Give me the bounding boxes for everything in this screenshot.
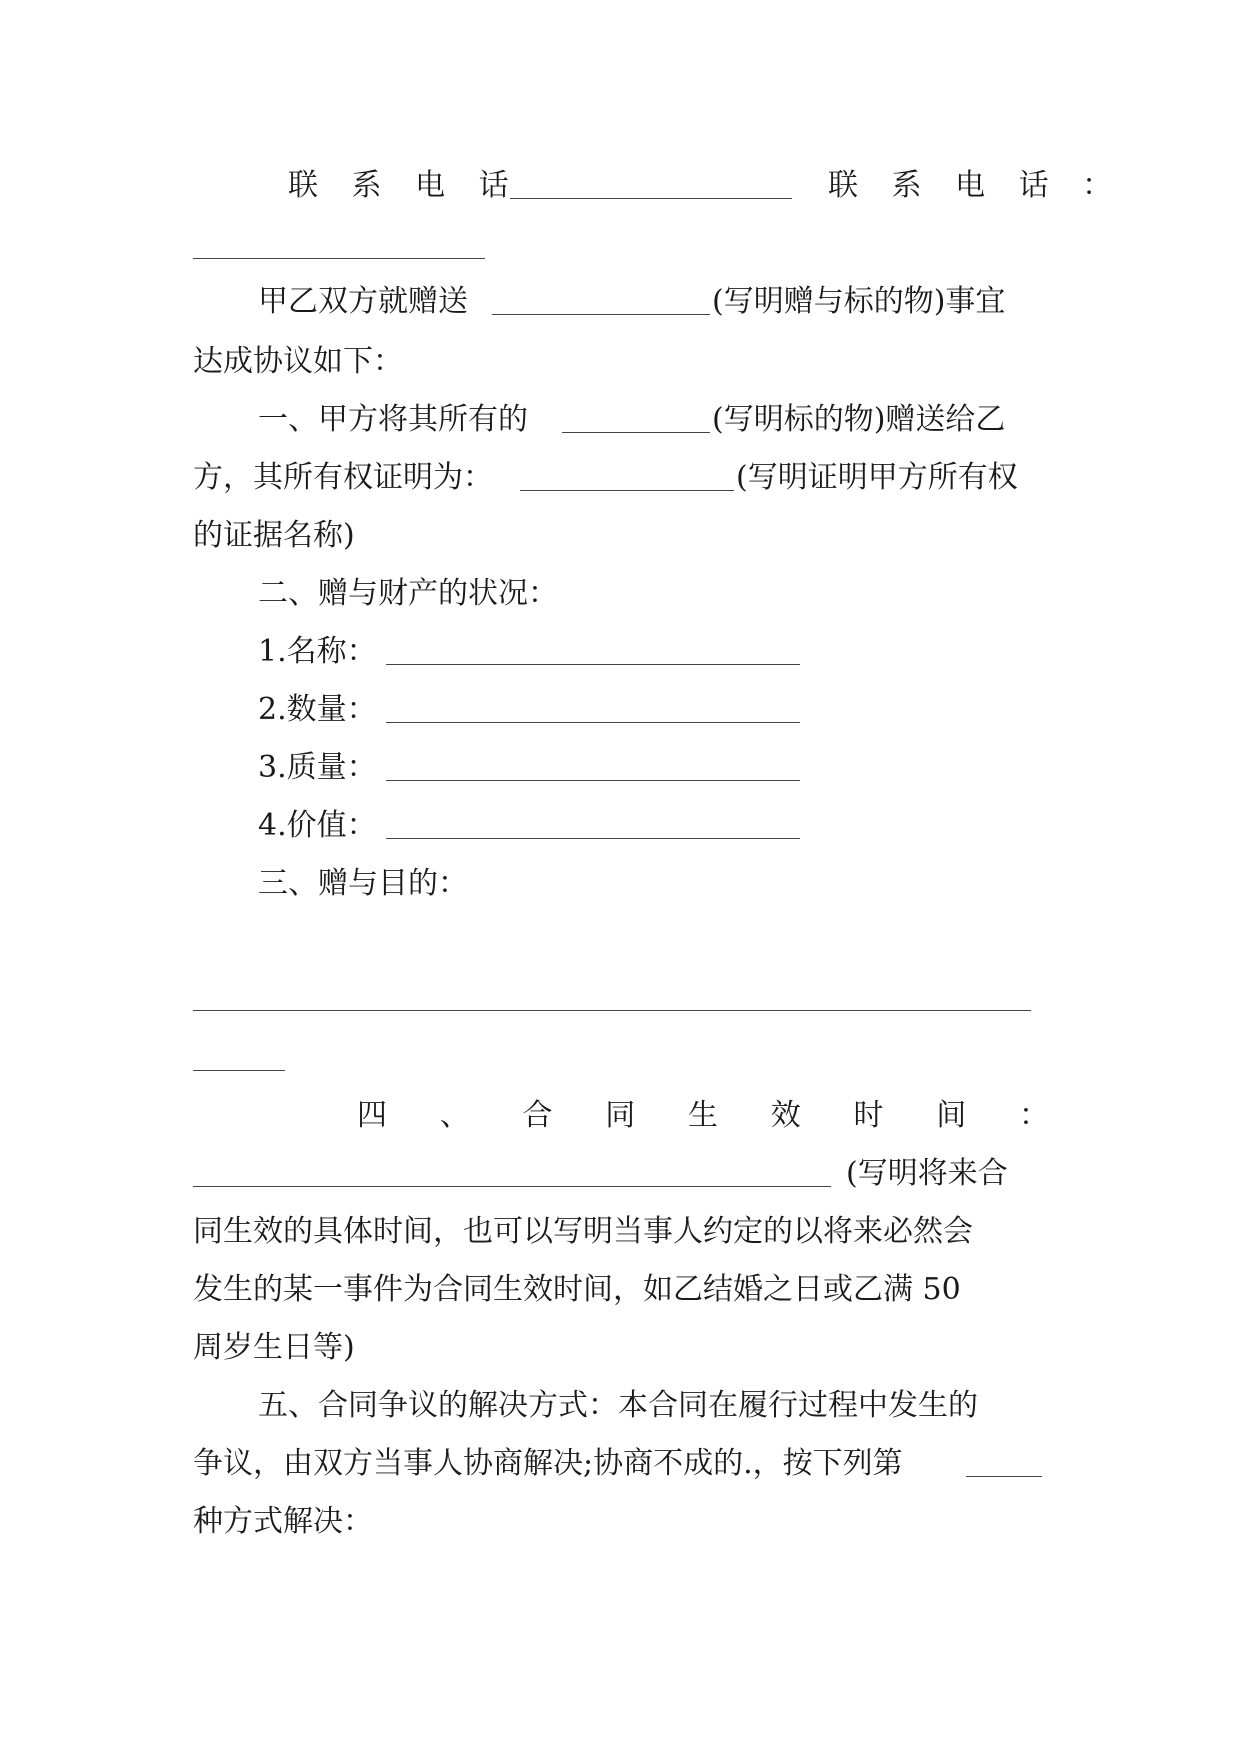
item-quality-blank <box>386 780 800 781</box>
section4-text-c: 同生效的具体时间，也可以写明当事人约定的以将来必然会 <box>193 1214 973 1249</box>
item-quality-label: 3.质量： <box>258 750 377 785</box>
intro-text-b: (写明赠与标的物)事宜 <box>712 284 1006 319</box>
section1-text-b: (写明标的物)赠送给乙 <box>712 402 1006 437</box>
item-name-label: 1.名称： <box>258 634 377 669</box>
section5-text-c: 种方式解决： <box>193 1504 373 1539</box>
item-quantity-label: 2.数量： <box>258 692 377 727</box>
purpose-blank-line1 <box>193 1010 1031 1011</box>
section2-title: 二、赠与财产的状况： <box>258 576 558 611</box>
section1-text-d: (写明证明甲方所有权 <box>736 460 1018 495</box>
item-value-blank <box>386 838 800 839</box>
phone-label-b: 联 系 电 话 ： <box>828 168 1125 203</box>
ownership-proof-blank <box>520 490 734 491</box>
effective-time-blank <box>193 1186 831 1187</box>
intro-text-c: 达成协议如下： <box>193 344 403 379</box>
item-value-label: 4.价值： <box>258 808 377 843</box>
section3-title: 三、赠与目的： <box>258 866 468 901</box>
section1-text-c: 方，其所有权证明为： <box>193 460 493 495</box>
section4-title: 四 、 合 同 生 效 时 间 ： <box>357 1098 1049 1133</box>
section4-text-e: 周岁生日等) <box>193 1330 355 1365</box>
dispute-option-blank <box>966 1476 1042 1477</box>
subject-blank <box>562 432 710 433</box>
phone-blank-b <box>193 258 485 259</box>
phone-blank-a <box>510 198 792 199</box>
section5-text-b: 争议，由双方当事人协商解决;协商不成的.，按下列第 <box>193 1446 903 1481</box>
item-name-blank <box>386 664 800 665</box>
section1-text-a: 一、甲方将其所有的 <box>258 402 528 437</box>
purpose-blank-line2 <box>193 1070 285 1071</box>
section4-text-b: (写明将来合 <box>846 1156 1008 1191</box>
section5-text-a: 五、合同争议的解决方式：本合同在履行过程中发生的 <box>258 1388 978 1423</box>
item-quantity-blank <box>386 722 800 723</box>
section1-text-e: 的证据名称) <box>193 518 355 553</box>
gift-subject-blank <box>492 314 710 315</box>
section4-text-d: 发生的某一事件为合同生效时间，如乙结婚之日或乙满 50 <box>193 1272 961 1307</box>
intro-text-a: 甲乙双方就赠送 <box>258 284 468 319</box>
phone-label-a: 联 系 电 话 <box>288 168 521 203</box>
